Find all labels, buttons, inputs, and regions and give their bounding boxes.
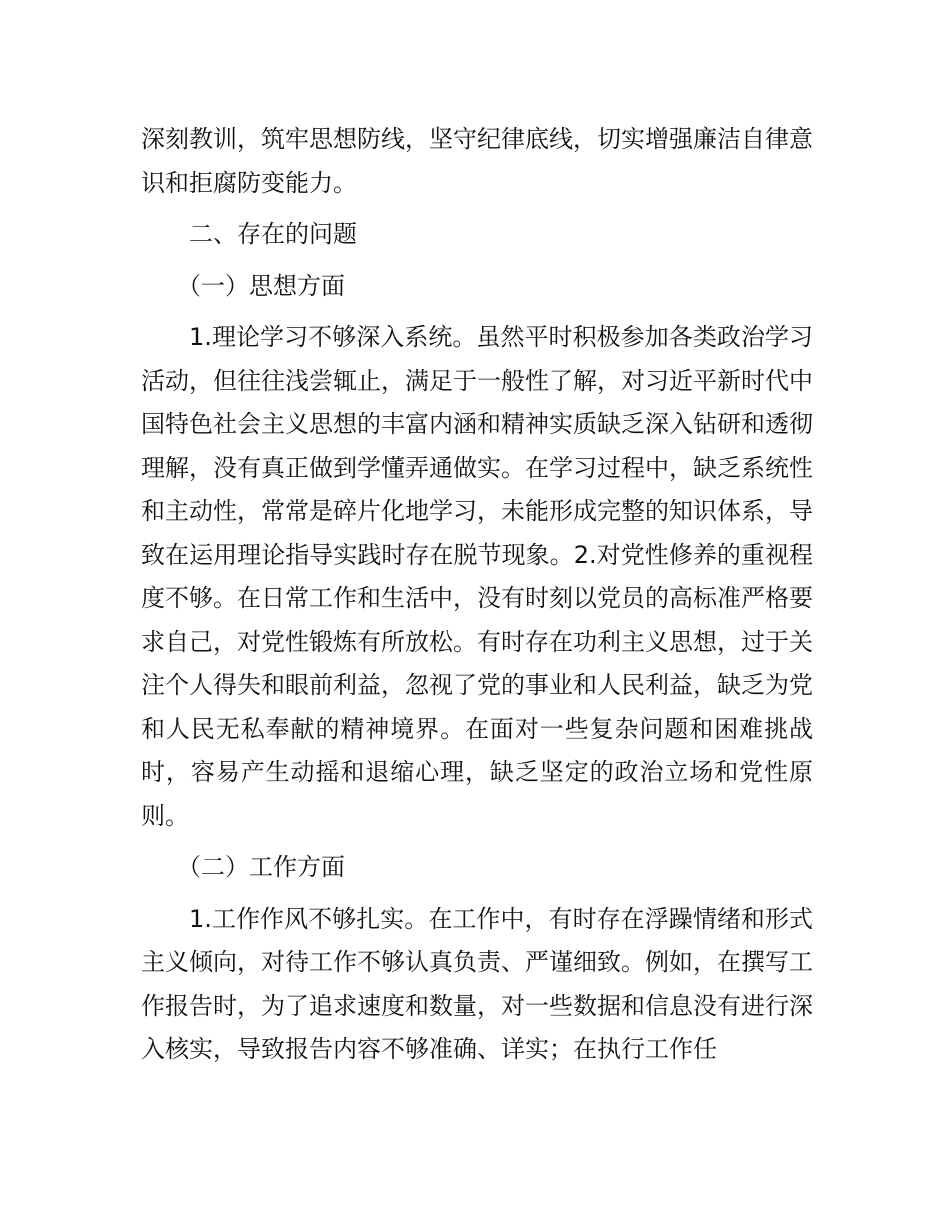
paragraph-ideology-issues: 1.理论学习不够深入系统。虽然平时积极参加各类政治学习活动，但往往浅尝辄止，满足于一般性了解，对习近平新时代中国特色社会主义思想的丰富内涵和精神实质缺乏深入钻研和透彻理解，没有真正做到学懂弄通做实。在学习过程中，缺乏系统性和主动性，常常是碎片化地学习，未能形成完整的知识体系，导致在运用理论指导实践时存在脱节现象。2.对党性修养的重视程度不够。在日常工作和生活中，没有时刻以党员的高标准严格要求自己，对党性锻炼有所放松。有时存在功利主义思想，过于关注个人得失和眼前利益，忽视了党的事业和人民利益，缺乏为党和人民无私奉献的精神境界。在面对一些复杂问题和困难挑战时，容易产生动摇和退缩心理，缺乏坚定的政治立场和党性原则。 — [141, 323, 813, 830]
subsection-heading-ideology: （一）思想方面 — [177, 271, 345, 300]
subsection-heading-work: （二）工作方面 — [177, 853, 345, 881]
paragraph-work-issues: 1.工作作风不够扎实。在工作中，有时存在浮躁情绪和形式主义倾向，对待工作不够认真负责、严谨细致。例如，在撰写工作报告时，为了追求速度和数量，对一些数据和信息没有进行深入核实，导致报告内容不够准确、详实；在执行工作任 — [141, 904, 813, 1063]
document-body — [141, 118, 813, 1080]
section-heading: 二、存在的问题 — [189, 220, 357, 248]
paragraph-continuation: 深刻教训，筑牢思想防线，坚守纪律底线，切实增强廉洁自律意识和拒腐防变能力。 — [141, 125, 813, 197]
